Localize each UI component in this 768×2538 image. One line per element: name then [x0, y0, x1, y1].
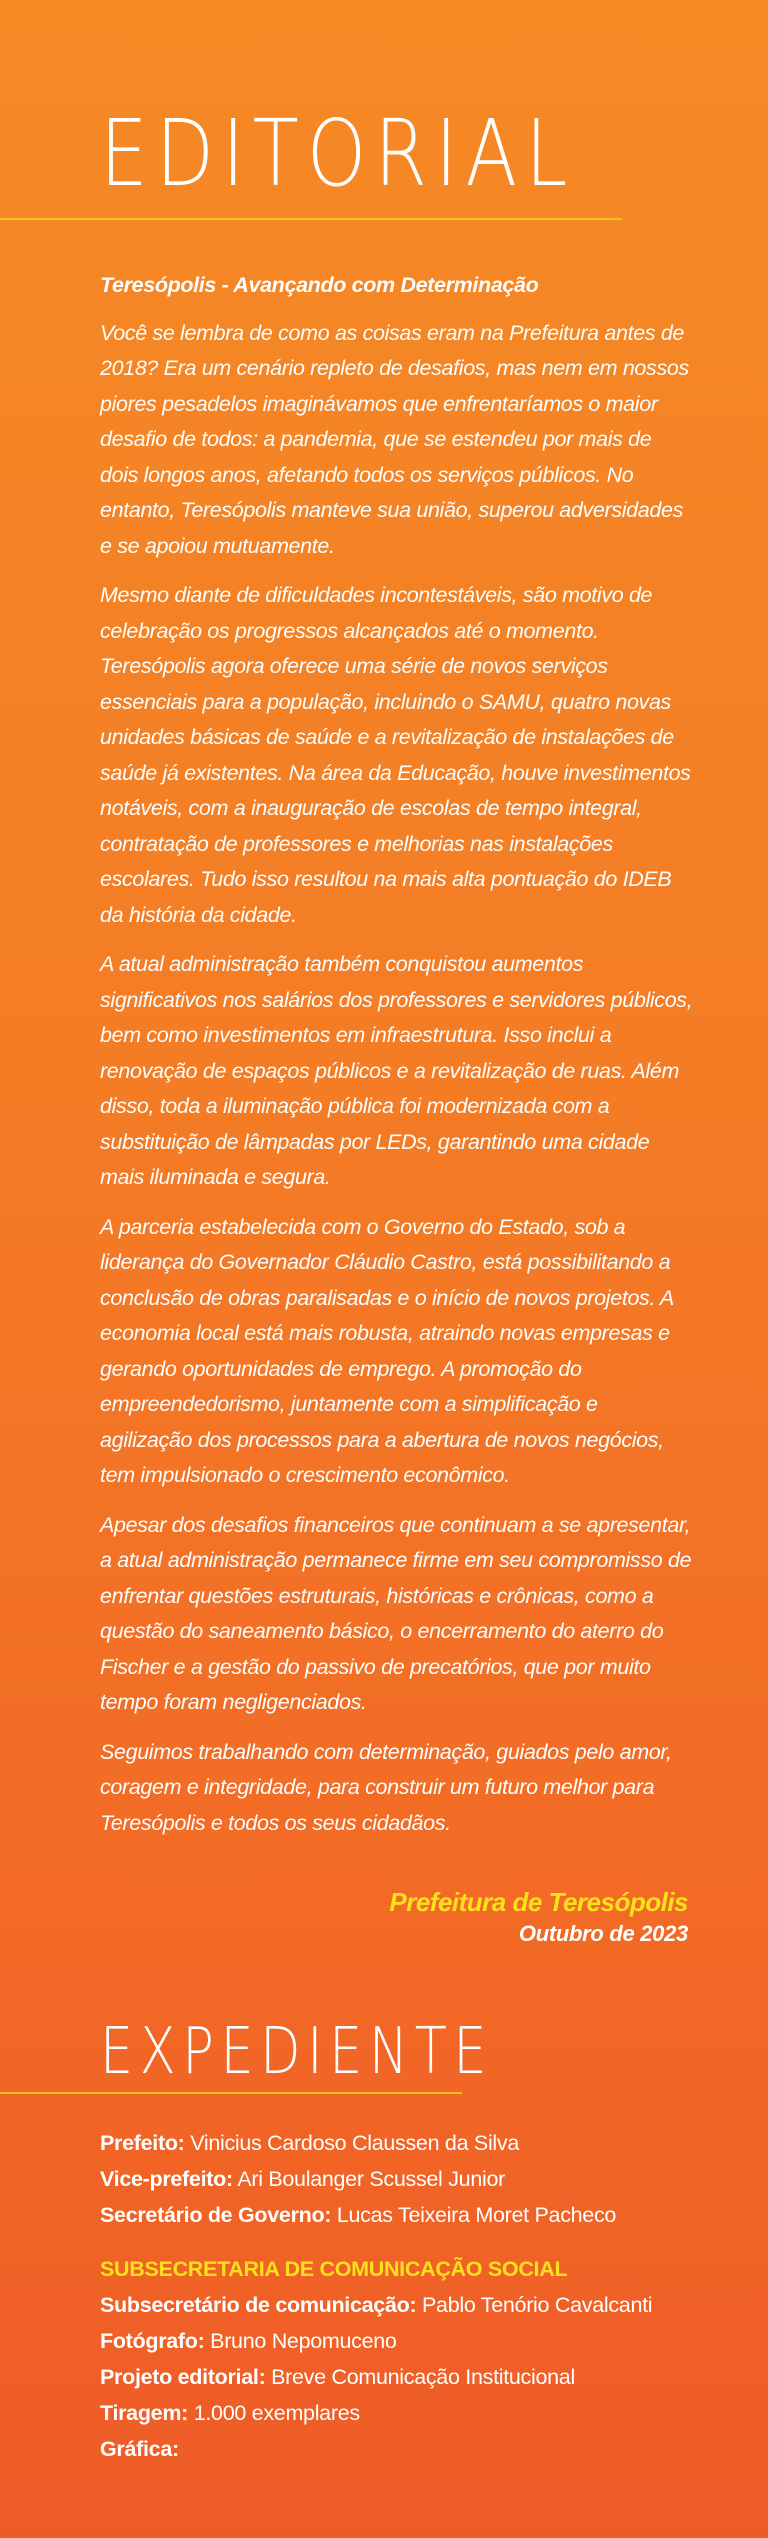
editorial-paragraph: Apesar dos desafios financeiros que continuam a se apresentar, a atual administração permanece firme em seu compromisso de enfrentar questões estruturais, históricas e crônicas, como a questão do saneamento básico, o encerramento do aterro do Fischer e a gestão do passivo de precatórios, que por muito tempo foram negligenciados.: [100, 1512, 692, 1714]
credit-value: 1.000 exemplares: [193, 2401, 360, 2425]
credit-value: Bruno Nepomuceno: [210, 2329, 397, 2353]
credit-tiragem: [100, 2395, 740, 2431]
credit-label: Tiragem:: [100, 2401, 189, 2425]
credit-grafica: [100, 2431, 740, 2467]
credit-fotografo: [100, 2323, 740, 2359]
credit-value: Breve Comunicação Institucional: [271, 2365, 575, 2389]
credit-value: Vinicius Cardoso Claussen da Silva: [190, 2131, 520, 2155]
credit-subsecretario: [100, 2287, 740, 2323]
expediente-credits: [100, 2125, 740, 2467]
credit-label: Gráfica:: [100, 2437, 179, 2461]
credit-vice-prefeito: [100, 2161, 740, 2197]
editorial-paragraph: A parceria estabelecida com o Governo do Estado, sob a liderança do Governador Cláudio Castro, está possibilitando a conclusão de obras paralisadas e o início de novos projetos. A economia local está mais robusta, atraindo novas empresas e gerando oportunidades de emprego. A promoção do empreendedorismo, juntamente com a simplificação e agilização dos processos para a abertura de novos negócios, tem impulsionado o crescimento econômico.: [100, 1214, 674, 1487]
expediente-title: EXPEDIENTE: [100, 2015, 494, 2089]
editorial-title: EDITORIAL: [100, 100, 576, 207]
credit-label: Prefeito:: [100, 2131, 185, 2155]
editorial-subtitle: Teresópolis - Avançando com Determinação: [100, 273, 539, 297]
editorial-paragraph: Você se lembra de como as coisas eram na Prefeitura antes de 2018? Era um cenário repleto de desafios, mas nem em nossos piores pesadelos imaginávamos que enfrentaríamos o maior desafio de todos: a pandemia, que se estendeu por mais de dois longos anos, afetando todos os serviços públicos. No entanto, Teresópolis manteve sua união, superou adversidades e se apoiou mutuamente.: [100, 320, 689, 558]
credit-label: Secretário de Governo:: [100, 2203, 332, 2227]
credit-label: Vice-prefeito:: [100, 2167, 233, 2191]
signature-date: Outubro de 2023: [518, 1921, 688, 1946]
credit-prefeito: [100, 2125, 740, 2161]
editorial-body: [100, 268, 695, 1855]
subsecretaria-heading: SUBSECRETARIA DE COMUNICAÇÃO SOCIAL: [100, 2257, 568, 2281]
credit-label: Subsecretário de comunicação:: [100, 2293, 417, 2317]
credit-label: Projeto editorial:: [100, 2365, 266, 2389]
credit-projeto-editorial: [100, 2359, 740, 2395]
signature-organization: Prefeitura de Teresópolis: [389, 1887, 688, 1917]
credit-value: Pablo Tenório Cavalcanti: [422, 2293, 653, 2317]
editorial-paragraph: Mesmo diante de dificuldades incontestáveis, são motivo de celebração os progressos alcançados até o momento. Teresópolis agora oferece uma série de novos serviços essenciais para a população, incluindo o SAMU, quatro novas unidades básicas de saúde e a revitalização de instalações de saúde já existentes. Na área da Educação, houve investimentos notáveis, com a inauguração de escolas de tempo integral, contratação de professores e melhorias nas instalações escolares. Tudo isso resultou na mais alta pontuação do IDEB da história da cidade.: [100, 583, 691, 927]
credit-label: Fotógrafo:: [100, 2329, 205, 2353]
editorial-signature: [389, 1885, 688, 1949]
credit-value: Ari Boulanger Scussel Junior: [237, 2167, 505, 2191]
credit-value: Lucas Teixeira Moret Pacheco: [336, 2203, 617, 2227]
credit-secretario: [100, 2197, 740, 2233]
editorial-paragraph: A atual administração também conquistou aumentos significativos nos salários dos professores e servidores públicos, bem como investimentos em infraestrutura. Isso inclui a renovação de espaços públicos e a revitalização de ruas. Além disso, toda a iluminação pública foi modernizada com a substituição de lâmpadas por LEDs, garantindo uma cidade mais iluminada e segura.: [100, 952, 693, 1189]
editorial-title-rule: [0, 218, 622, 220]
expediente-title-rule: [0, 2092, 462, 2094]
editorial-paragraph: Seguimos trabalhando com determinação, guiados pelo amor, coragem e integridade, para construir um futuro melhor para Teresópolis e todos os seus cidadãos.: [100, 1739, 672, 1835]
